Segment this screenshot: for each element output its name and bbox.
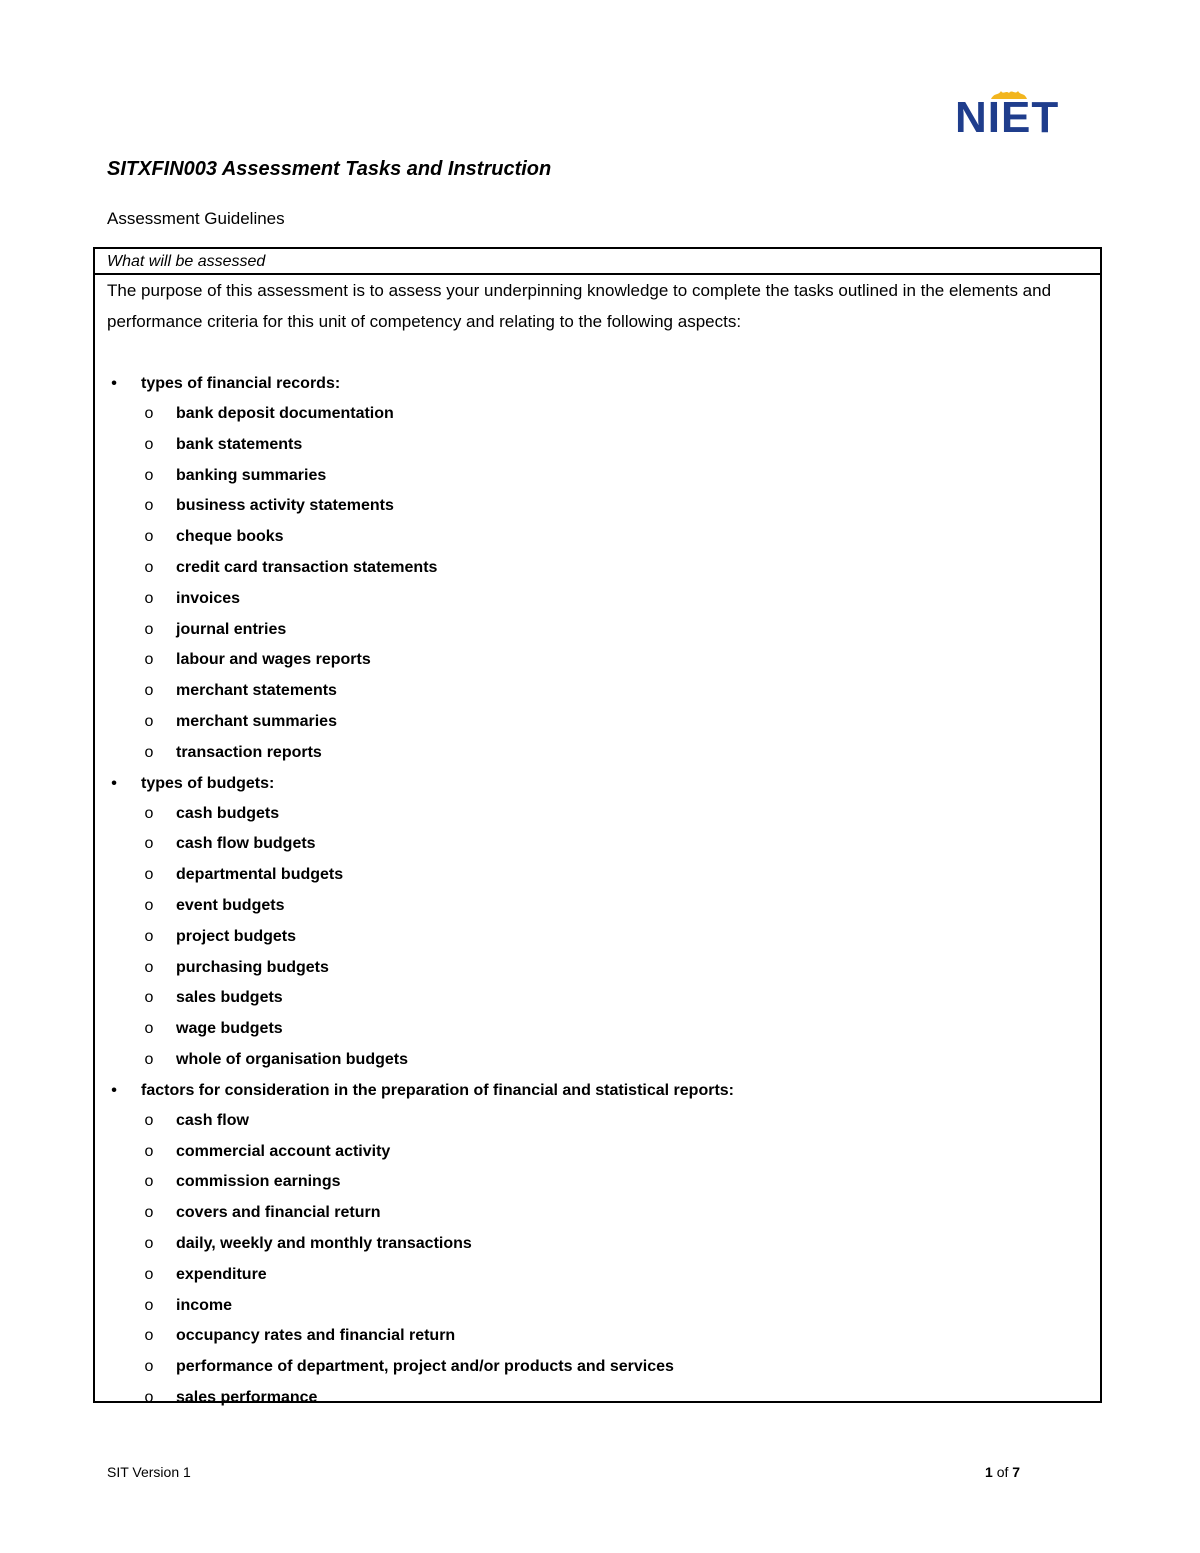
list-item [95,584,1100,615]
list-item [95,707,1100,738]
list-item [95,461,1100,492]
list-item [95,553,1100,584]
document-title: SITXFIN003 Assessment Tasks and Instruction [107,158,552,180]
list-item [95,1045,1100,1076]
list-item-label: cash budgets [176,804,280,822]
list-item [95,615,1100,646]
list-item [95,1383,1100,1414]
list-item-label: merchant statements [176,682,337,700]
box-heading: What will be assessed [95,249,1100,275]
list-item [95,1137,1100,1168]
sub-bullet-icon: o [144,620,154,638]
sub-bullet-icon: o [144,896,154,914]
list-item-label: cheque books [176,528,284,546]
sub-bullet-icon: o [144,958,154,976]
list-item-label: expenditure [176,1265,267,1283]
footer-version: SIT Version 1 [107,1464,191,1480]
intro-paragraph: The purpose of this assessment is to assess your underpinning knowledge to complete the tasks outlined in the elements and performance criteria for this unit of competency and relating to the following aspects: [107,281,1052,331]
list-item-label: labour and wages reports [176,651,371,669]
list-item-label: commercial account activity [176,1142,391,1160]
sub-bullet-icon: o [144,466,154,484]
list-item-label: banking summaries [176,466,327,484]
bullet-icon: • [111,774,117,792]
sub-bullet-icon: o [144,1050,154,1068]
section-heading [95,369,1100,399]
list-item [95,1352,1100,1383]
list-item [95,522,1100,553]
page-total: 7 [1012,1464,1021,1480]
sub-bullet-icon: o [144,589,154,607]
list-item [95,1198,1100,1229]
list-item [95,1229,1100,1260]
list-item-label: daily, weekly and monthly transactions [176,1234,472,1252]
page-of: of [996,1464,1009,1480]
list-item [95,645,1100,676]
list-item-label: merchant summaries [176,712,337,730]
bullet-icon: • [111,375,117,392]
list-item [95,491,1100,522]
list-item [95,983,1100,1014]
sub-bullet-icon: o [144,558,154,576]
aspect-list [95,369,1100,1414]
list-item-label: cash flow budgets [176,835,316,853]
list-item-label: covers and financial return [176,1204,381,1222]
list-item-label: invoices [176,589,241,607]
sub-bullet-icon: o [144,835,154,853]
sub-bullet-icon: o [144,1020,154,1038]
list-item-label: wage budgets [176,1020,283,1038]
list-item-label: departmental budgets [176,866,344,884]
list-item [95,799,1100,830]
sub-bullet-icon: o [144,1111,154,1129]
list-item [95,1014,1100,1045]
niet-logo [955,88,1095,146]
list-item [95,953,1100,984]
list-item-label: cash flow [176,1111,249,1129]
list-item [95,676,1100,707]
page-number [985,1462,1020,1482]
list-item [95,922,1100,953]
sub-bullet-icon: o [144,1204,154,1222]
list-item-label: occupancy rates and financial return [176,1327,456,1345]
list-item-label: event budgets [176,896,285,914]
list-item-label: journal entries [176,620,287,638]
list-item [95,860,1100,891]
sub-bullet-icon: o [144,682,154,700]
list-item [95,1291,1100,1322]
section-label: factors for consideration in the preparation of financial and statistical reports: [141,1081,734,1099]
sub-bullet-icon: o [144,1234,154,1252]
sub-bullet-icon: o [144,1388,154,1406]
sub-bullet-icon: o [144,528,154,546]
sub-bullet-icon: o [144,743,154,761]
sub-bullet-icon: o [144,712,154,730]
list-item-label: commission earnings [176,1173,341,1191]
sub-bullet-icon: o [144,435,154,453]
list-item-label: bank statements [176,435,303,453]
list-item-label: whole of organisation budgets [176,1050,408,1068]
section-label: types of financial records: [141,375,341,392]
list-item-label: sales performance [176,1388,318,1406]
section-heading [95,769,1100,799]
list-item [95,1260,1100,1291]
list-item [95,829,1100,860]
sub-bullet-icon: o [144,1296,154,1314]
sub-bullet-icon: o [144,927,154,945]
sub-bullet-icon: o [144,497,154,515]
page-current: 1 [985,1464,993,1480]
list-item [95,399,1100,430]
sub-bullet-icon: o [144,1327,154,1345]
section-heading [95,1076,1100,1106]
document-subtitle: Assessment Guidelines [107,209,285,228]
bullet-icon: • [111,1081,117,1099]
logo-text: NIET [955,93,1060,142]
sub-bullet-icon: o [144,1142,154,1160]
sub-bullet-icon: o [144,1358,154,1376]
sub-bullet-icon: o [144,405,154,422]
list-item-label: business activity statements [176,497,394,515]
list-item [95,430,1100,461]
list-item-label: bank deposit documentation [176,405,394,422]
list-item-label: transaction reports [176,743,322,761]
list-item [95,891,1100,922]
list-item [95,1167,1100,1198]
list-item-label: performance of department, project and/or products and services [176,1358,674,1376]
list-item-label: credit card transaction statements [176,558,438,576]
list-item-label: sales budgets [176,989,283,1007]
list-item-label: income [176,1296,233,1314]
assessment-box [93,247,1102,1406]
sub-bullet-icon: o [144,651,154,669]
list-item [95,1106,1100,1137]
sub-bullet-icon: o [144,1173,154,1191]
section-label: types of budgets: [141,774,275,792]
sub-bullet-icon: o [144,989,154,1007]
list-item-label: purchasing budgets [176,958,329,976]
sub-bullet-icon: o [144,1265,154,1283]
list-item [95,1321,1100,1352]
list-item [95,738,1100,769]
sub-bullet-icon: o [144,866,154,884]
list-item-label: project budgets [176,927,297,945]
sub-bullet-icon: o [144,804,154,822]
